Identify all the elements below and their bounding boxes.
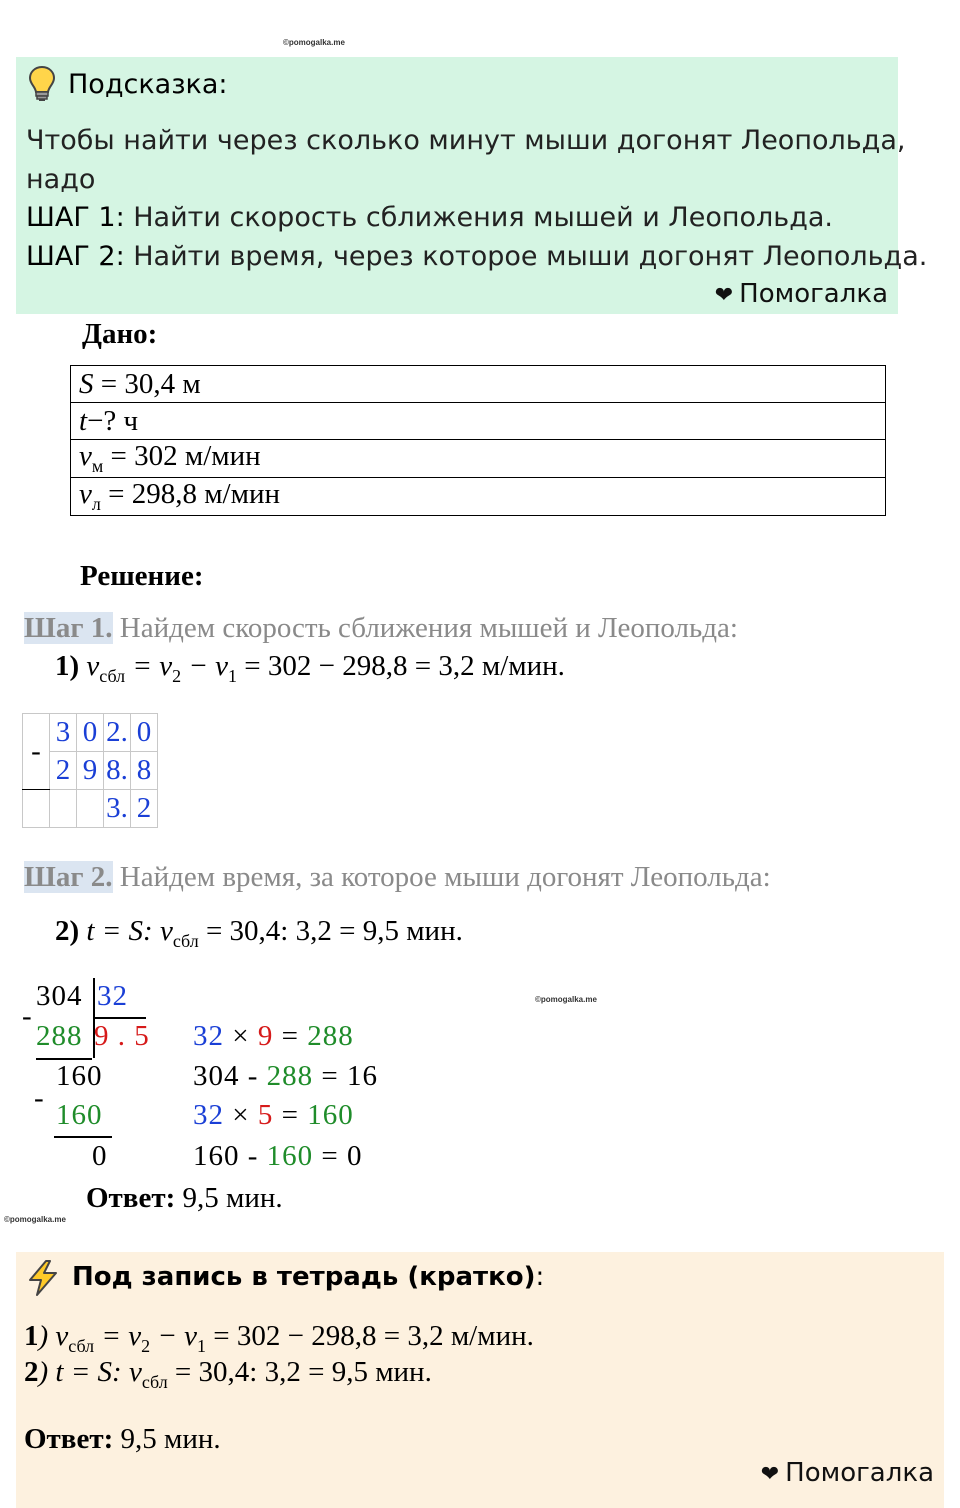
var-vm: v <box>79 440 92 472</box>
quotient: 9 . 5 <box>94 1020 150 1052</box>
remainder-2: 0 <box>92 1140 108 1172</box>
minus-sign: - <box>22 1000 33 1032</box>
division-bracket-horizontal <box>94 1017 146 1019</box>
hint-brand <box>715 279 888 309</box>
subtrahend-2: 160 <box>56 1099 103 1131</box>
watermark: ©pomogalka.me <box>535 995 597 1004</box>
formula-1 <box>55 650 565 687</box>
divisor: 32 <box>97 980 128 1012</box>
grid-cell: 2 <box>131 790 158 828</box>
hint-block <box>16 57 928 314</box>
formula-2-text: t = S: v <box>86 915 173 947</box>
hint-step-2-label: ШАГ 2: <box>26 241 125 272</box>
hint-step-1-label: ШАГ 1: <box>26 202 125 233</box>
grid-cell: 2. <box>104 714 131 752</box>
formula-1-end: = 302 − 298,8 = 3,2 м/мин. <box>237 650 565 682</box>
formula-2 <box>55 915 463 952</box>
sub-vl: л <box>91 493 101 514</box>
notebook-block <box>16 1252 944 1508</box>
formula-1-sub: сбл <box>99 665 126 686</box>
heart-icon: ❤ <box>760 1462 780 1487</box>
grid-cell <box>23 790 50 828</box>
formula-1-mid: = v <box>125 650 173 682</box>
var-vl: v <box>79 477 92 510</box>
notebook-line-2: 2) t = S: $v_{сбл} = 30,4$: 3,2 = 9,5 мин. <box>24 1356 432 1392</box>
given-row-distance <box>71 366 886 403</box>
hint-step-2 <box>26 241 927 272</box>
step-1-text: Найдем скорость сближения мышей и Леопольда: <box>112 612 738 644</box>
notebook-title <box>72 1262 544 1292</box>
given-table <box>70 365 886 516</box>
hint-text-line-1: Чтобы найти через сколько минут мыши догонят Леопольда, <box>26 125 906 156</box>
grid-cell: 8. <box>104 752 131 790</box>
formula-1-number: 1) <box>55 650 87 682</box>
value-t: −? ч <box>87 404 139 437</box>
heart-icon: ❤ <box>714 283 734 308</box>
value-s: = 30,4 м <box>93 367 201 400</box>
notebook-brand <box>761 1458 934 1488</box>
step-2-text: Найдем время, за которое мыши догонят Леопольда: <box>112 861 771 893</box>
value-vl: = 298,8 м/мин <box>100 477 280 510</box>
grid-cell: 2 <box>50 752 77 790</box>
notebook-line-1: 1) $v_{сбл} = v_2 - v_1 = 302 - 298,8 = 3,2$ м/мин. <box>24 1320 534 1356</box>
var-s: S <box>79 367 94 400</box>
formula-1-sub3: 1 <box>228 665 238 686</box>
grid-cell: 3. <box>104 790 131 828</box>
dividend: 304 <box>36 980 83 1012</box>
value-vm: = 302 м/мин <box>103 440 261 472</box>
formula-2-number: 2) <box>55 915 87 947</box>
lightbulb-icon <box>28 65 56 107</box>
grid-row-3 <box>23 790 158 828</box>
minus-sign: - <box>23 714 50 790</box>
notebook-title-colon: : <box>535 1262 545 1292</box>
given-title: Дано: <box>82 318 158 350</box>
var-t: t <box>79 404 88 437</box>
grid-cell: 3 <box>50 714 77 752</box>
grid-cell <box>50 790 77 828</box>
given-row-leopold-speed <box>71 477 886 515</box>
hint-brand-label: Помогалка <box>739 279 888 309</box>
hint-title: Подсказка: <box>68 69 228 100</box>
subtrahend-1: 288 <box>36 1020 83 1052</box>
notebook-brand-label: Помогалка <box>785 1458 934 1488</box>
step-1-label: Шаг 1. <box>24 612 113 644</box>
formula-2-sub: сбл <box>172 930 199 951</box>
answer-label: Ответ: <box>86 1182 176 1214</box>
watermark: ©pomogalka.me <box>283 38 345 47</box>
hint-step-1 <box>26 202 833 233</box>
formula-1-sub2: 2 <box>172 665 182 686</box>
sub-vm: м <box>91 455 104 476</box>
grid-row-1 <box>23 714 158 752</box>
notebook-answer-label: Ответ: <box>24 1423 114 1455</box>
notebook-answer-value: 9,5 мин. <box>113 1423 221 1455</box>
step-2-label: Шаг 2. <box>24 861 113 893</box>
grid-cell: 0 <box>77 714 104 752</box>
step-2-heading <box>24 861 771 894</box>
watermark: ©pomogalka.me <box>4 1215 66 1224</box>
given-row-time <box>71 403 886 440</box>
check-line-4: 160 - 160 = 0 <box>193 1140 363 1172</box>
division-line <box>54 1136 112 1138</box>
grid-cell: 8 <box>131 752 158 790</box>
answer <box>86 1182 283 1215</box>
subtraction-grid <box>22 713 158 828</box>
remainder-1: 160 <box>56 1060 103 1092</box>
minus-sign: - <box>34 1082 45 1114</box>
check-line-3: 32 × 5 = 160 <box>193 1099 354 1131</box>
hint-step-2-text: Найти время, через которое мыши догонят Леопольда. <box>124 241 928 272</box>
solution-title: Решение: <box>80 560 204 592</box>
formula-1-minus: − v <box>181 650 229 682</box>
step-1-heading <box>24 612 738 645</box>
formula-1-v: v <box>86 650 100 682</box>
grid-cell: 9 <box>77 752 104 790</box>
check-line-2: 304 - 288 = 16 <box>193 1060 379 1092</box>
notebook-answer <box>24 1423 221 1456</box>
lightning-icon <box>26 1260 60 1301</box>
grid-cell: 0 <box>131 714 158 752</box>
notebook-title-text: Под запись в тетрадь (кратко) <box>72 1262 536 1292</box>
answer-value: 9,5 мин. <box>175 1182 283 1214</box>
given-row-mice-speed <box>71 440 886 478</box>
hint-text-line-2: надо <box>26 164 96 195</box>
grid-cell <box>77 790 104 828</box>
formula-2-end: = 30,4: 3,2 = 9,5 мин. <box>198 915 463 947</box>
check-line-1: 32 × 9 = 288 <box>193 1020 354 1052</box>
hint-step-1-text: Найти скорость сближения мышей и Леопольда. <box>124 202 833 233</box>
